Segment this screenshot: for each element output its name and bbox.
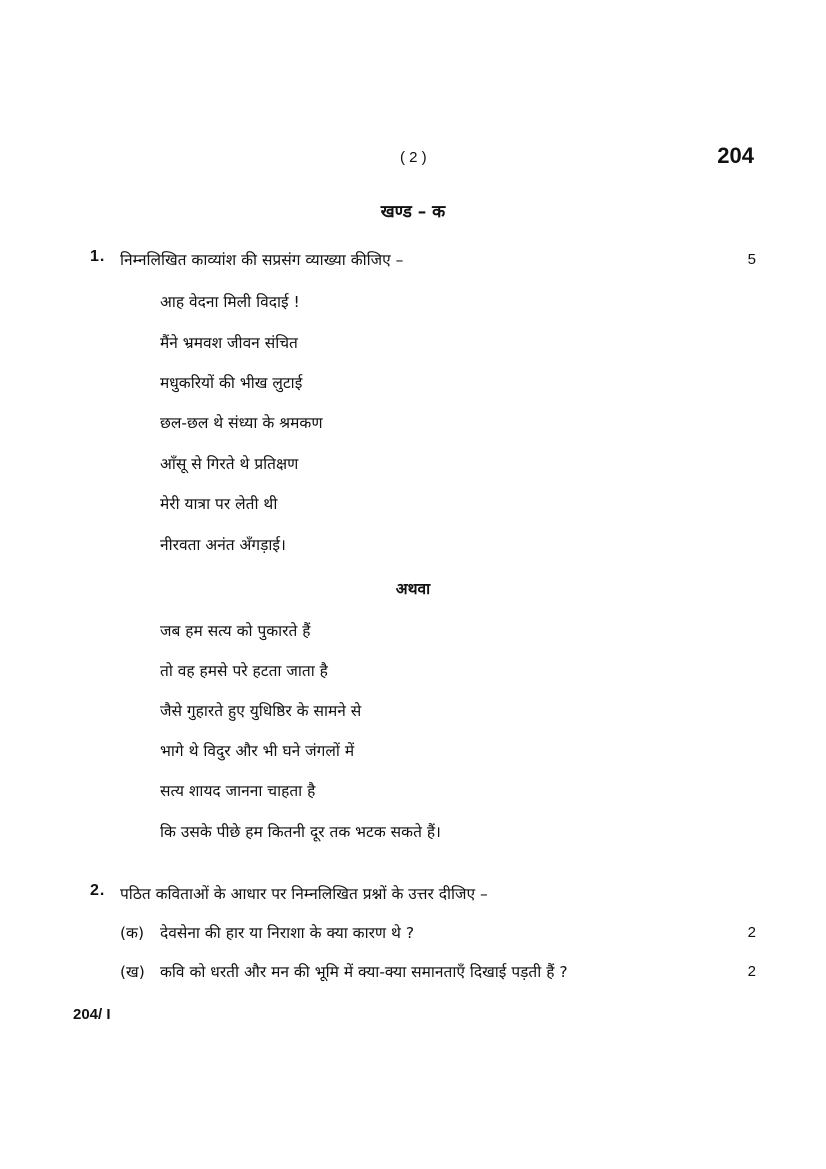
- poem-b-line: सत्य शायद जानना चाहता है: [160, 782, 316, 800]
- poem-b-line: जैसे गुहारते हुए युधिष्ठिर के सामने से: [160, 702, 362, 720]
- paper-code: 204: [717, 143, 754, 168]
- poem-a-line: मेरी यात्रा पर लेती थी: [160, 495, 278, 513]
- poem-a-line: मधुकरियों की भीख लुटाई: [160, 374, 303, 392]
- question-1-marks: 5: [747, 251, 756, 268]
- question-1-text: निम्नलिखित काव्यांश की सप्रसंग व्याख्या कीजिए –: [120, 251, 404, 269]
- question-2b-text: कवि को धरती और मन की भूमि में क्या-क्या समानताएँ दिखाई पड़ती हैं ?: [160, 963, 568, 981]
- question-1-number: 1.: [90, 248, 106, 265]
- poem-b-line: भागे थे विदुर और भी घने जंगलों में: [160, 742, 355, 760]
- poem-b-line: तो वह हमसे परे हटता जाता है: [160, 662, 328, 680]
- poem-a-line: आह वेदना मिली विदाई !: [160, 293, 300, 311]
- poem-a-line: मैंने भ्रमवश जीवन संचित: [160, 334, 298, 352]
- poem-a-line: छल-छल थे संध्या के श्रमकण: [160, 414, 323, 432]
- page-number: ( 2 ): [400, 149, 427, 166]
- poem-a-line: नीरवता अनंत अँगड़ाई।: [160, 536, 286, 554]
- poem-b-line: कि उसके पीछे हम कितनी दूर तक भटक सकते हैं।: [160, 823, 441, 841]
- section-title: खण्ड – क: [380, 202, 446, 222]
- question-2-number: 2.: [90, 882, 106, 899]
- or-label: अथवा: [395, 580, 431, 598]
- question-2b-marks: 2: [747, 963, 756, 980]
- question-2b-label: (ख): [120, 963, 145, 981]
- poem-b-line: जब हम सत्य को पुकारते हैं: [160, 622, 311, 640]
- question-2a-text: देवसेना की हार या निराशा के क्या कारण थे ?: [160, 924, 415, 942]
- question-2a-label: (क): [120, 924, 144, 942]
- question-2-text: पठित कविताओं के आधार पर निम्नलिखित प्रश्नों के उत्तर दीजिए –: [120, 885, 488, 903]
- question-2a-marks: 2: [747, 924, 756, 941]
- footer-code: 204/ I: [73, 1006, 111, 1023]
- poem-a-line: आँसू से गिरते थे प्रतिक्षण: [160, 455, 299, 473]
